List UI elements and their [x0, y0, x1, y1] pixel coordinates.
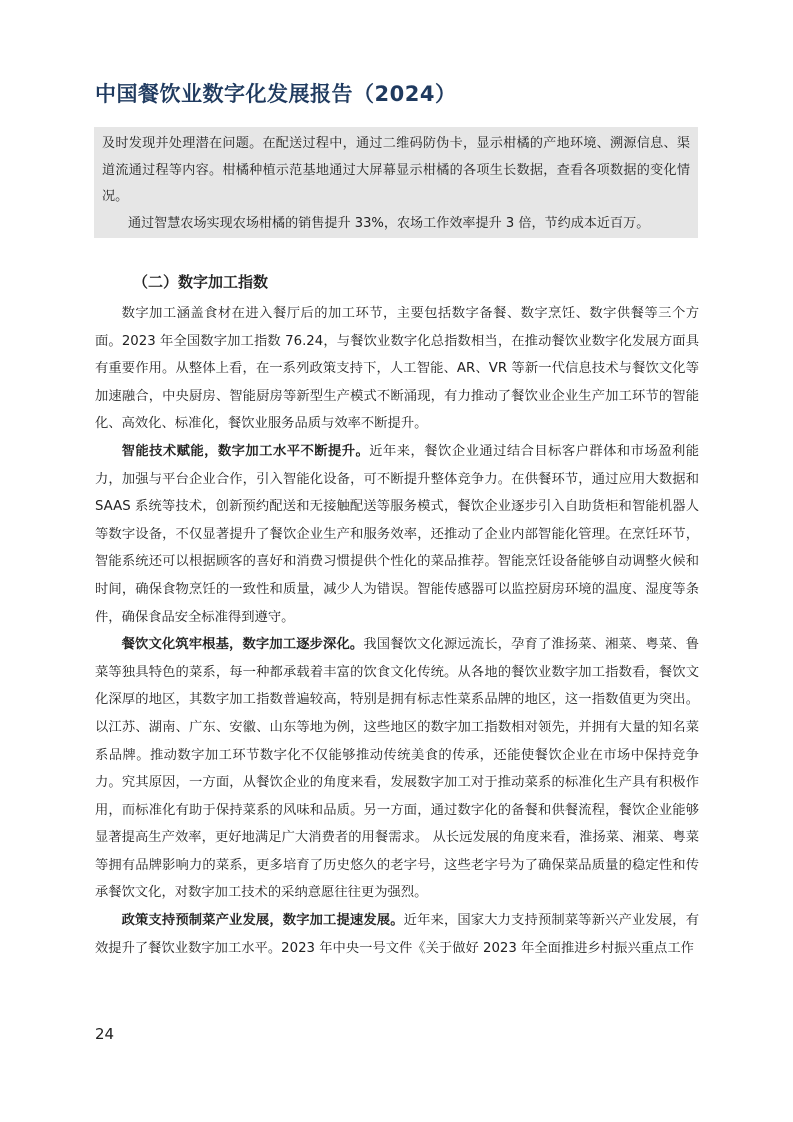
paragraph-text: 近年来，餐饮企业通过结合目标客户群体和市场盈利能力，加强与平台企业合作，引入智能化设备，可不断提升整体竞争力。在供餐环节，通过应用大数据和 SAAS 系统等技术，创新预约配送和无接触配送等服务模式，餐饮企业逐步引入自助货柜和智能机器人等数字设备，不仅显著提升了餐饮企业生产和服务效率，还推动了企业内部智能化管理。在烹饪环节，智能系统还可以根据顾客的喜好和消费习惯提供个性化的菜品推荐。智能烹饪设备能够自动调整火候和时间，确保食物烹饪的一致性和质量，减少人为错误。智能传感器可以监控厨房环境的温度、湿度等条件，确保食品安全标准得到遵守。	[95, 443, 700, 625]
paragraph-text: 数字加工涵盖食材在进入餐厅后的加工环节，主要包括数字备餐、数字烹饪、数字供餐等三个方面。2023 年全国数字加工指数 76.24，与餐饮业数字化总指数相当，在推动餐饮业数字化发展方面具有重要作用。从整体上看，在一系列政策支持下，人工智能、AR、VR 等新一代信息技术与餐饮文化等加速融合，中央厨房、智能厨房等新型生产模式不断涌现，有力推动了餐饮业企业生产加工环节的智能化、高效化、标准化，餐饮业服务品质与效率不断提升。	[95, 306, 699, 432]
section-heading: （二）数字加工指数	[133, 273, 269, 291]
paragraph-lead: 餐饮文化筑牢根基，数字加工逐步深化。	[121, 637, 364, 653]
paragraph-lead: 智能技术赋能，数字加工水平不断提升。	[121, 443, 370, 459]
paragraph-text: 我国餐饮文化源远流长，孕育了淮扬菜、湘菜、粤菜、鲁菜等独具特色的菜系，每一种都承载着丰富的饮食文化传统。从各地的餐饮业数字加工指数看，餐饮文化深厚的地区，其数字加工指数普遍较高，特别是拥有标志性菜系品牌的地区，这一指数值更为突出。以江苏、湖南、广东、安徽、山东等地为例，这些地区的数字加工指数相对领先，并拥有大量的知名菜系品牌。推动数字加工环节数字化不仅能够推动传统美食的传承，还能使餐饮企业在市场中保持竞争力。究其原因，一方面，从餐饮企业的角度来看，发展数字加工对于推动菜系的标准化生产具有积极作用，而标准化有助于保持菜系的风味和品质。另一方面，通过数字化的备餐和供餐流程，餐饮企业能够显著提高生产效率，更好地满足广大消费者的用餐需求。 从长远发展的角度来看，淮扬菜、湘菜、粤菜等拥有品牌影响力的菜系，更多培育了历史悠久的老字号，这些老字号为了确保菜品质量的稳定性和传承餐饮文化，对数字加工技术的采纳意愿往往更为强烈。	[95, 637, 700, 901]
page-number: 24	[95, 1025, 115, 1043]
page-title: 中国餐饮业数字化发展报告（2024）	[95, 82, 457, 106]
section-body	[95, 300, 699, 962]
body-paragraph	[95, 631, 699, 907]
body-paragraph	[95, 300, 699, 438]
callout-paragraph: 及时发现并处理潜在问题。在配送过程中，通过二维码防伪卡，显示柑橘的产地环境、溯源信息、渠道流通过程等内容。柑橘种植示范基地通过大屏幕显示柑橘的各项生长数据，查看各项数据的变化情况。	[102, 136, 690, 204]
body-paragraph	[95, 907, 699, 962]
paragraph-lead: 政策支持预制菜产业发展，数字加工提速发展。	[121, 913, 404, 929]
paragraph-text: 近年来，国家大力支持预制菜等新兴产业发展，有效提升了餐饮业数字加工水平。2023 年中央一号文件《关于做好 2023 年全面推进乡村振兴重点工作	[95, 913, 700, 956]
body-paragraph	[95, 438, 699, 631]
callout-paragraph: 通过智慧农场实现农场柑橘的销售提升 33%，农场工作效率提升 3 倍，节约成本近百万。	[128, 215, 650, 231]
callout-box	[94, 127, 698, 238]
